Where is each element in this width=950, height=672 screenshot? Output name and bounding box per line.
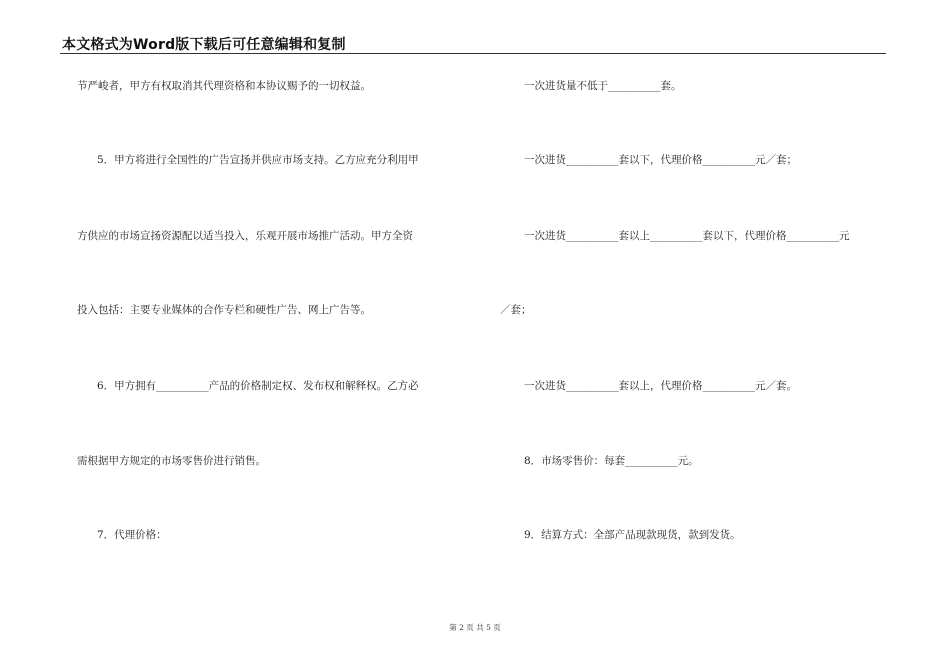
right-paragraph-line: 一次进货__________套以上__________套以下，代理价格__________元 — [524, 230, 850, 242]
left-paragraph-line: 节严峻者，甲方有权取消其代理资格和本协议赐予的一切权益。 — [77, 80, 371, 92]
right-paragraph-line: ／套； — [500, 304, 532, 316]
right-paragraph-line: 一次进货__________套以上，代理价格__________元／套。 — [524, 380, 797, 392]
left-paragraph-line: 5．甲方将进行全国性的广告宣扬并供应市场支持。乙方应充分利用甲 — [97, 154, 419, 166]
right-paragraph-line: 一次进货量不低于__________套。 — [524, 80, 682, 92]
right-paragraph-line: 一次进货__________套以下，代理价格__________元／套； — [524, 154, 797, 166]
left-paragraph-line: 7．代理价格： — [97, 529, 167, 541]
left-paragraph-line: 需根据甲方规定的市场零售价进行销售。 — [77, 455, 266, 467]
header-divider — [60, 53, 886, 54]
right-paragraph-line: 8．市场零售价：每套__________元。 — [524, 455, 699, 467]
right-paragraph-line: 9．结算方式：全部产品现款现货，款到发货。 — [524, 529, 741, 541]
document-header: 本文格式为Word版下载后可任意编辑和复制 — [62, 37, 346, 53]
left-paragraph-line: 6．甲方拥有__________产品的价格制定权、发布权和解释权。乙方必 — [97, 380, 419, 392]
left-paragraph-line: 投入包括：主要专业媒体的合作专栏和硬性广告、网上广告等。 — [77, 304, 371, 316]
page-number: 第 2 页 共 5 页 — [449, 623, 501, 632]
left-paragraph-line: 方供应的市场宣扬资源配以适当投入，乐观开展市场推广活动。甲方全资 — [77, 230, 413, 242]
